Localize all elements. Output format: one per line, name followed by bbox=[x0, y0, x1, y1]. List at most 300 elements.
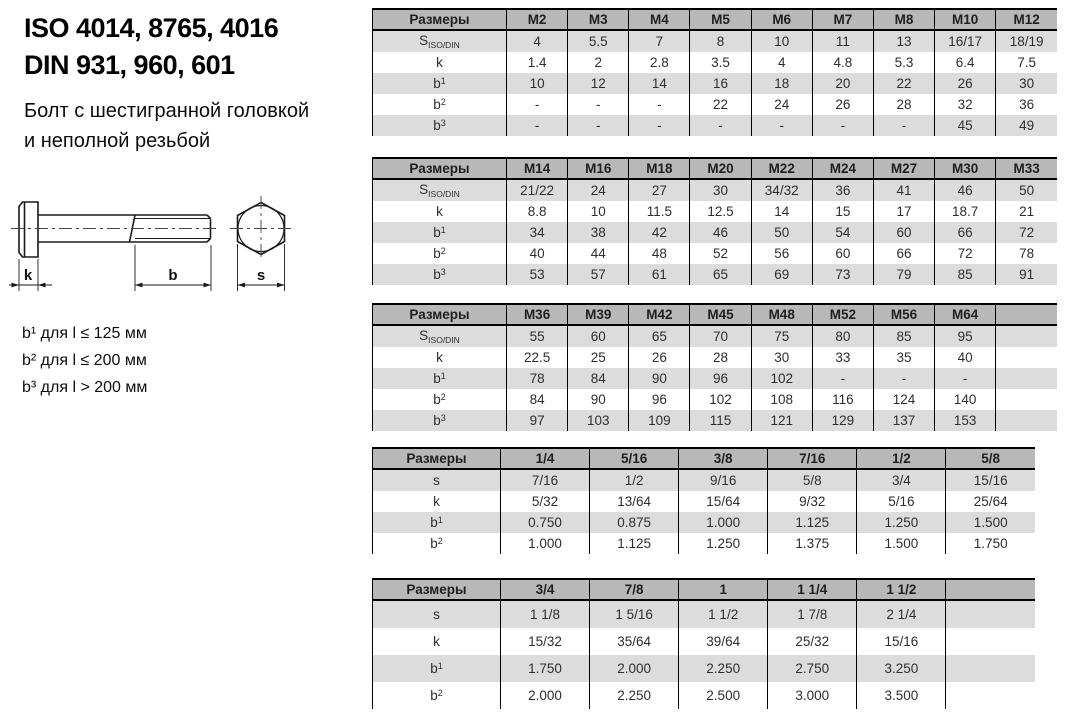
value-cell: 30 bbox=[690, 179, 751, 201]
value-cell: 85 bbox=[935, 264, 996, 285]
table-row bbox=[373, 491, 1036, 512]
size-header-cell: Размеры bbox=[373, 448, 501, 469]
value-cell: 13/64 bbox=[590, 491, 679, 512]
row-label: $b^2$ bbox=[373, 682, 501, 709]
value-cell: 28 bbox=[690, 347, 751, 368]
value-cell: 69 bbox=[751, 264, 812, 285]
value-cell: 78 bbox=[996, 243, 1057, 264]
value-cell: 5/32 bbox=[501, 491, 590, 512]
column-header: M42 bbox=[629, 304, 690, 325]
value-cell: 2.500 bbox=[679, 682, 768, 709]
dimension-label-s: s bbox=[256, 267, 266, 284]
column-header: M6 bbox=[751, 9, 812, 30]
column-header: M39 bbox=[568, 304, 629, 325]
column-header: M64 bbox=[935, 304, 996, 325]
value-cell: 5/16 bbox=[857, 491, 946, 512]
value-cell: 97 bbox=[507, 410, 568, 431]
value-cell: 102 bbox=[751, 368, 812, 389]
column-header: M30 bbox=[935, 158, 996, 179]
row-label: k bbox=[373, 347, 507, 368]
value-cell: 2.250 bbox=[679, 655, 768, 682]
value-cell: 25 bbox=[568, 347, 629, 368]
value-cell: 28 bbox=[873, 94, 934, 115]
column-header bbox=[946, 579, 1035, 600]
column-header: 7/16 bbox=[768, 448, 857, 469]
value-cell: 12 bbox=[568, 73, 629, 94]
table-row bbox=[373, 628, 1036, 655]
value-cell: 2.250 bbox=[590, 682, 679, 709]
value-cell bbox=[996, 410, 1057, 431]
row-label: $b^3$ bbox=[373, 264, 507, 285]
value-cell: 40 bbox=[935, 347, 996, 368]
value-cell: - bbox=[568, 94, 629, 115]
value-cell: 34/32 bbox=[751, 179, 812, 201]
column-header: M2 bbox=[507, 9, 568, 30]
value-cell: 7.5 bbox=[996, 52, 1057, 73]
value-cell: 55 bbox=[507, 325, 568, 347]
column-header: 1 1/2 bbox=[857, 579, 946, 600]
value-cell: 15/32 bbox=[501, 628, 590, 655]
footnotes bbox=[22, 320, 147, 401]
value-cell: 5.3 bbox=[873, 52, 934, 73]
row-label: $S_{ISO/DIN}$ bbox=[373, 179, 507, 201]
value-cell: 15/16 bbox=[857, 628, 946, 655]
bolt-drawing-svg bbox=[8, 190, 318, 302]
value-cell: 1 7/8 bbox=[768, 600, 857, 628]
title-line-din: DIN 931, 960, 601 bbox=[24, 50, 235, 80]
value-cell: 10 bbox=[507, 73, 568, 94]
value-cell: 0.750 bbox=[501, 512, 590, 533]
column-header: M33 bbox=[996, 158, 1057, 179]
value-cell: - bbox=[568, 115, 629, 136]
column-header: M10 bbox=[935, 9, 996, 30]
value-cell: 1 5/16 bbox=[590, 600, 679, 628]
value-cell: 1.250 bbox=[857, 512, 946, 533]
value-cell: 79 bbox=[873, 264, 934, 285]
column-header: 1/2 bbox=[857, 448, 946, 469]
table-row bbox=[373, 201, 1058, 222]
value-cell: 66 bbox=[935, 222, 996, 243]
value-cell: 20 bbox=[812, 73, 873, 94]
value-cell: 121 bbox=[751, 410, 812, 431]
table-row bbox=[373, 368, 1058, 389]
value-cell: 6.4 bbox=[935, 52, 996, 73]
value-cell: 16 bbox=[690, 73, 751, 94]
header-row bbox=[373, 158, 1058, 179]
value-cell: 116 bbox=[812, 389, 873, 410]
footnote-b1: b¹ для l ≤ 125 мм bbox=[22, 325, 147, 342]
value-cell: 1.000 bbox=[501, 533, 590, 554]
value-cell: 11.5 bbox=[629, 201, 690, 222]
value-cell: 124 bbox=[873, 389, 934, 410]
value-cell: 54 bbox=[812, 222, 873, 243]
value-cell: 78 bbox=[507, 368, 568, 389]
value-cell: 129 bbox=[812, 410, 873, 431]
s-arrow-left bbox=[238, 283, 246, 288]
column-header bbox=[996, 304, 1057, 325]
table-row bbox=[373, 325, 1058, 347]
value-cell: 32 bbox=[935, 94, 996, 115]
value-cell: 30 bbox=[751, 347, 812, 368]
value-cell: 1.750 bbox=[501, 655, 590, 682]
value-cell: 41 bbox=[873, 179, 934, 201]
row-label: k bbox=[373, 52, 507, 73]
value-cell: 153 bbox=[935, 410, 996, 431]
value-cell: 56 bbox=[751, 243, 812, 264]
table-row bbox=[373, 222, 1058, 243]
value-cell: 44 bbox=[568, 243, 629, 264]
value-cell: 18/19 bbox=[996, 30, 1057, 52]
column-header: M56 bbox=[873, 304, 934, 325]
value-cell: 1.750 bbox=[946, 533, 1035, 554]
value-cell: 8.8 bbox=[507, 201, 568, 222]
value-cell: 35/64 bbox=[590, 628, 679, 655]
value-cell: 35 bbox=[873, 347, 934, 368]
value-cell: 46 bbox=[690, 222, 751, 243]
row-label: $b^1$ bbox=[373, 73, 507, 94]
b-arrow-right bbox=[204, 283, 212, 288]
inch-table-quarter-to-5-8 bbox=[372, 447, 1035, 554]
value-cell: 2.000 bbox=[501, 682, 590, 709]
value-cell: 3.250 bbox=[857, 655, 946, 682]
value-cell: 11 bbox=[812, 30, 873, 52]
value-cell: 36 bbox=[996, 94, 1057, 115]
value-cell: 3/4 bbox=[857, 469, 946, 491]
value-cell: 73 bbox=[812, 264, 873, 285]
value-cell: 9/32 bbox=[768, 491, 857, 512]
metric-table-m14-m33 bbox=[372, 157, 1057, 285]
column-header: M27 bbox=[873, 158, 934, 179]
header-row bbox=[373, 579, 1036, 600]
value-cell: 1/2 bbox=[590, 469, 679, 491]
column-header: M36 bbox=[507, 304, 568, 325]
value-cell: - bbox=[812, 368, 873, 389]
value-cell: 80 bbox=[812, 325, 873, 347]
value-cell: 53 bbox=[507, 264, 568, 285]
size-header-cell: Размеры bbox=[373, 304, 507, 325]
value-cell bbox=[996, 325, 1057, 347]
value-cell: 40 bbox=[507, 243, 568, 264]
value-cell: 1.000 bbox=[679, 512, 768, 533]
value-cell: 36 bbox=[812, 179, 873, 201]
value-cell bbox=[946, 600, 1035, 628]
value-cell: 2 bbox=[568, 52, 629, 73]
value-cell: 2.8 bbox=[629, 52, 690, 73]
value-cell: 84 bbox=[568, 368, 629, 389]
column-header: 1/4 bbox=[501, 448, 590, 469]
value-cell: 39/64 bbox=[679, 628, 768, 655]
dimension-label-b: b bbox=[168, 267, 178, 284]
value-cell: 27 bbox=[629, 179, 690, 201]
value-cell: 5/8 bbox=[768, 469, 857, 491]
value-cell: 96 bbox=[690, 368, 751, 389]
subtitle-line-1: Болт с шестигранной головкой bbox=[24, 100, 310, 122]
column-header: 3/4 bbox=[501, 579, 590, 600]
value-cell: 109 bbox=[629, 410, 690, 431]
value-cell: 60 bbox=[568, 325, 629, 347]
table-row bbox=[373, 94, 1058, 115]
value-cell: 1 1/2 bbox=[679, 600, 768, 628]
footnote-b2: b² для l ≤ 200 мм bbox=[22, 352, 147, 369]
header-row bbox=[373, 9, 1058, 30]
value-cell: 1.125 bbox=[590, 533, 679, 554]
value-cell: 25/64 bbox=[946, 491, 1035, 512]
value-cell: 30 bbox=[996, 73, 1057, 94]
table-row bbox=[373, 347, 1058, 368]
value-cell: 108 bbox=[751, 389, 812, 410]
column-header: M18 bbox=[629, 158, 690, 179]
value-cell: - bbox=[935, 368, 996, 389]
column-header: M7 bbox=[812, 9, 873, 30]
value-cell: 65 bbox=[629, 325, 690, 347]
value-cell: 25/32 bbox=[768, 628, 857, 655]
value-cell bbox=[946, 682, 1035, 709]
value-cell bbox=[996, 389, 1057, 410]
footnote-b3: b³ для l > 200 мм bbox=[22, 379, 148, 396]
value-cell: 0.875 bbox=[590, 512, 679, 533]
value-cell: 115 bbox=[690, 410, 751, 431]
column-header: M20 bbox=[690, 158, 751, 179]
table-row bbox=[373, 264, 1058, 285]
value-cell: 57 bbox=[568, 264, 629, 285]
b-arrow-left bbox=[135, 283, 143, 288]
header-row bbox=[373, 448, 1036, 469]
value-cell: 9/16 bbox=[679, 469, 768, 491]
value-cell bbox=[996, 347, 1057, 368]
s-arrow-right bbox=[277, 283, 285, 288]
table-row bbox=[373, 600, 1036, 628]
value-cell: - bbox=[629, 94, 690, 115]
value-cell bbox=[996, 368, 1057, 389]
row-label: $b^1$ bbox=[373, 655, 501, 682]
value-cell: 1.4 bbox=[507, 52, 568, 73]
value-cell: 17 bbox=[873, 201, 934, 222]
table-row bbox=[373, 52, 1058, 73]
value-cell: 13 bbox=[873, 30, 934, 52]
value-cell: 96 bbox=[629, 389, 690, 410]
value-cell: 65 bbox=[690, 264, 751, 285]
inch-table-3-4-to-1-1-2 bbox=[372, 578, 1035, 709]
table-row bbox=[373, 469, 1036, 491]
value-cell: 1.250 bbox=[679, 533, 768, 554]
metric-table-m2-m12 bbox=[372, 8, 1057, 136]
bolt-technical-drawing bbox=[8, 190, 318, 307]
row-label: k bbox=[373, 201, 507, 222]
value-cell: 48 bbox=[629, 243, 690, 264]
table-row bbox=[373, 655, 1036, 682]
value-cell: 15/16 bbox=[946, 469, 1035, 491]
value-cell: 14 bbox=[629, 73, 690, 94]
column-header: M24 bbox=[812, 158, 873, 179]
row-label: $b^1$ bbox=[373, 512, 501, 533]
table-row bbox=[373, 389, 1058, 410]
value-cell: 45 bbox=[935, 115, 996, 136]
value-cell: 10 bbox=[568, 201, 629, 222]
value-cell: 5.5 bbox=[568, 30, 629, 52]
value-cell: 75 bbox=[751, 325, 812, 347]
value-cell: - bbox=[507, 115, 568, 136]
value-cell: 72 bbox=[996, 222, 1057, 243]
value-cell bbox=[946, 628, 1035, 655]
value-cell: 26 bbox=[812, 94, 873, 115]
value-cell: 52 bbox=[690, 243, 751, 264]
table-row bbox=[373, 73, 1058, 94]
metric-table-m36-m64 bbox=[372, 303, 1057, 431]
value-cell: 26 bbox=[629, 347, 690, 368]
row-label: k bbox=[373, 491, 501, 512]
row-label: $b^2$ bbox=[373, 94, 507, 115]
title-line-iso: ISO 4014, 8765, 4016 bbox=[24, 13, 279, 43]
value-cell: 10 bbox=[751, 30, 812, 52]
value-cell: 95 bbox=[935, 325, 996, 347]
table-row bbox=[373, 410, 1058, 431]
row-label: $b^1$ bbox=[373, 368, 507, 389]
column-header: M22 bbox=[751, 158, 812, 179]
value-cell: 85 bbox=[873, 325, 934, 347]
value-cell: 3.000 bbox=[768, 682, 857, 709]
row-label: $S_{ISO/DIN}$ bbox=[373, 325, 507, 347]
value-cell: 137 bbox=[873, 410, 934, 431]
value-cell: 34 bbox=[507, 222, 568, 243]
table-row bbox=[373, 533, 1036, 554]
row-label: $b^3$ bbox=[373, 115, 507, 136]
value-cell: 70 bbox=[690, 325, 751, 347]
value-cell: 90 bbox=[629, 368, 690, 389]
value-cell: 8 bbox=[690, 30, 751, 52]
page-subtitle bbox=[24, 96, 309, 156]
value-cell: 60 bbox=[812, 243, 873, 264]
size-header-cell: Размеры bbox=[373, 579, 501, 600]
value-cell: 3.5 bbox=[690, 52, 751, 73]
value-cell: 66 bbox=[873, 243, 934, 264]
value-cell: - bbox=[751, 115, 812, 136]
column-header: 3/8 bbox=[679, 448, 768, 469]
value-cell: 7/16 bbox=[501, 469, 590, 491]
header-row bbox=[373, 304, 1058, 325]
value-cell: 90 bbox=[568, 389, 629, 410]
column-header: M52 bbox=[812, 304, 873, 325]
value-cell: 18.7 bbox=[935, 201, 996, 222]
value-cell: 103 bbox=[568, 410, 629, 431]
value-cell: 21/22 bbox=[507, 179, 568, 201]
value-cell: 21 bbox=[996, 201, 1057, 222]
column-header: M3 bbox=[568, 9, 629, 30]
value-cell: 1.125 bbox=[768, 512, 857, 533]
table-row bbox=[373, 512, 1036, 533]
k-arrow-right bbox=[38, 283, 46, 288]
value-cell: 61 bbox=[629, 264, 690, 285]
size-header-cell: Размеры bbox=[373, 9, 507, 30]
value-cell: 24 bbox=[751, 94, 812, 115]
value-cell: 15 bbox=[812, 201, 873, 222]
row-label: $b^3$ bbox=[373, 410, 507, 431]
column-header: M12 bbox=[996, 9, 1057, 30]
value-cell: 3.500 bbox=[857, 682, 946, 709]
column-header: M16 bbox=[568, 158, 629, 179]
row-label: $S_{ISO/DIN}$ bbox=[373, 30, 507, 52]
column-header: 5/8 bbox=[946, 448, 1035, 469]
table-row bbox=[373, 115, 1058, 136]
value-cell: 16/17 bbox=[935, 30, 996, 52]
value-cell: 12.5 bbox=[690, 201, 751, 222]
row-label: $b^2$ bbox=[373, 243, 507, 264]
value-cell: 22 bbox=[690, 94, 751, 115]
value-cell: 140 bbox=[935, 389, 996, 410]
value-cell: 18 bbox=[751, 73, 812, 94]
value-cell: 50 bbox=[996, 179, 1057, 201]
value-cell: - bbox=[873, 368, 934, 389]
column-header: 1 bbox=[679, 579, 768, 600]
column-header: M45 bbox=[690, 304, 751, 325]
column-header: M4 bbox=[629, 9, 690, 30]
value-cell: 60 bbox=[873, 222, 934, 243]
row-label: $b^2$ bbox=[373, 389, 507, 410]
subtitle-line-2: и неполной резьбой bbox=[24, 130, 211, 152]
column-header: M14 bbox=[507, 158, 568, 179]
value-cell: 1.375 bbox=[768, 533, 857, 554]
value-cell bbox=[946, 655, 1035, 682]
value-cell: 72 bbox=[935, 243, 996, 264]
value-cell: 7 bbox=[629, 30, 690, 52]
value-cell: 2.000 bbox=[590, 655, 679, 682]
value-cell: - bbox=[629, 115, 690, 136]
column-header: 5/16 bbox=[590, 448, 679, 469]
row-label: s bbox=[373, 600, 501, 628]
size-header-cell: Размеры bbox=[373, 158, 507, 179]
column-header: M5 bbox=[690, 9, 751, 30]
value-cell: 46 bbox=[935, 179, 996, 201]
value-cell: 4.8 bbox=[812, 52, 873, 73]
table-row bbox=[373, 30, 1058, 52]
value-cell: 2 1/4 bbox=[857, 600, 946, 628]
column-header: M48 bbox=[751, 304, 812, 325]
k-arrow-left bbox=[12, 283, 20, 288]
value-cell: - bbox=[873, 115, 934, 136]
value-cell: 102 bbox=[690, 389, 751, 410]
value-cell: 84 bbox=[507, 389, 568, 410]
row-label: s bbox=[373, 469, 501, 491]
row-label: $b^2$ bbox=[373, 533, 501, 554]
value-cell: 4 bbox=[751, 52, 812, 73]
value-cell: 22.5 bbox=[507, 347, 568, 368]
dimension-label-k: k bbox=[23, 267, 33, 284]
column-header: 7/8 bbox=[590, 579, 679, 600]
value-cell: 22 bbox=[873, 73, 934, 94]
row-label: $b^1$ bbox=[373, 222, 507, 243]
value-cell: 49 bbox=[996, 115, 1057, 136]
value-cell: 42 bbox=[629, 222, 690, 243]
column-header: M8 bbox=[873, 9, 934, 30]
value-cell: 2.750 bbox=[768, 655, 857, 682]
value-cell: 26 bbox=[935, 73, 996, 94]
column-header: 1 1/4 bbox=[768, 579, 857, 600]
row-label: k bbox=[373, 628, 501, 655]
table-row bbox=[373, 243, 1058, 264]
page-title bbox=[24, 10, 278, 84]
value-cell: 38 bbox=[568, 222, 629, 243]
value-cell: 1.500 bbox=[857, 533, 946, 554]
value-cell: - bbox=[690, 115, 751, 136]
value-cell: 91 bbox=[996, 264, 1057, 285]
value-cell: 24 bbox=[568, 179, 629, 201]
value-cell: 15/64 bbox=[679, 491, 768, 512]
table-row bbox=[373, 682, 1036, 709]
value-cell: 14 bbox=[751, 201, 812, 222]
value-cell: 1 1/8 bbox=[501, 600, 590, 628]
table-row bbox=[373, 179, 1058, 201]
value-cell: - bbox=[812, 115, 873, 136]
value-cell: 1.500 bbox=[946, 512, 1035, 533]
